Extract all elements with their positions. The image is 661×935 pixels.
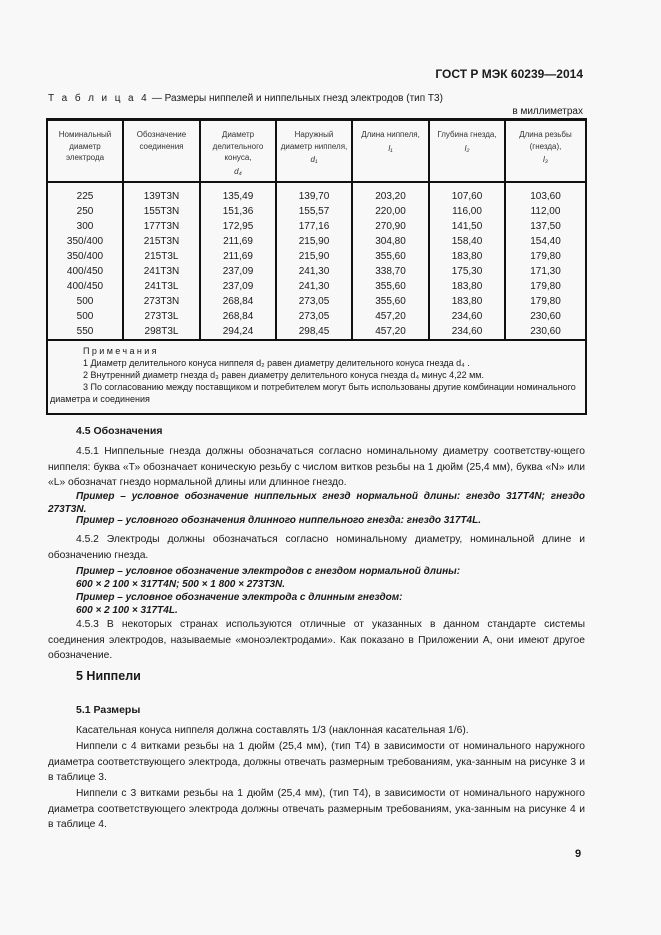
table-cell: 355,60 (352, 249, 429, 264)
table-cell: 350/400 (47, 234, 123, 249)
table-row (47, 219, 586, 234)
table-cell: 273,05 (276, 309, 352, 324)
table-cell: 215T3L (123, 249, 200, 264)
table-cell: 139T3N (123, 182, 200, 204)
table-row (47, 204, 586, 219)
table-row (47, 309, 586, 324)
example-4-5-1b: Пример – условного обозначения длинного ниппельного гнезда: гнездо 317T4L. (76, 515, 481, 526)
table-cell: 250 (47, 204, 123, 219)
table-cell: 268,84 (200, 309, 276, 324)
table-cell: 500 (47, 294, 123, 309)
column-header-label: Длина резьбы (гнезда), (519, 130, 572, 151)
column-header (123, 120, 200, 183)
column-header-label: Обозначение соединения (136, 130, 187, 151)
table-notes (47, 340, 586, 414)
column-header (352, 120, 429, 183)
table-cell: 350/400 (47, 249, 123, 264)
column-header (429, 120, 505, 183)
column-header-label: Диаметр делительного конуса, (212, 130, 264, 162)
paragraph-4-5-2: 4.5.2 Электроды должны обозначаться согласно номинальному диаметру, номинальной длине и обозначению гнезда. (48, 534, 585, 561)
example-4-5-1a: Пример – условное обозначение ниппельных гнезд нормальной длины: гнездо 317T4N; гнездо 273T3N. (48, 491, 585, 515)
table-cell: 177,16 (276, 219, 352, 234)
table-cell: 304,80 (352, 234, 429, 249)
table-cell: 338,70 (352, 264, 429, 279)
table-units: в миллиметрах (512, 106, 583, 117)
table-cell: 230,60 (505, 324, 586, 340)
column-header (47, 120, 123, 183)
table-cell: 171,30 (505, 264, 586, 279)
table-cell: 237,09 (200, 279, 276, 294)
table-cell: 151,36 (200, 204, 276, 219)
table-notes-row (47, 340, 586, 414)
column-header-symbol: l₃ (543, 155, 548, 164)
section-5-title: 5 Ниппели (76, 669, 141, 683)
table-cell: 135,49 (200, 182, 276, 204)
table-cell: 179,80 (505, 279, 586, 294)
paragraph-5-1-c: Ниппели с 3 витками резьбы на 1 дюйм (25,4 мм), (тип Т4), в зависимости от номинального наружного диаметра соответствующего электрода должны отвечать размерным требованиям, ука-занным на рисунке 4 и в таблице 4. (48, 788, 585, 830)
table-cell: 500 (47, 309, 123, 324)
table-cell: 139,70 (276, 182, 352, 204)
page-number: 9 (575, 848, 582, 860)
table-cell: 155T3N (123, 204, 200, 219)
notes-title: Примечания (83, 346, 159, 356)
paragraph-4-5-1: 4.5.1 Ниппельные гнезда должны обозначаться согласно номинальному диаметру соответству-ющего ниппеля: буква «Т» обозначает коническую резьбу с числом витков резьбы на 1 дюйм (25,4 мм), буква «N» или «L» обозначат гнездо нормальной длины или длинное гнездо. (48, 446, 585, 488)
table-cell: 179,80 (505, 249, 586, 264)
table-cell: 116,00 (429, 204, 505, 219)
table-caption (48, 93, 443, 104)
column-header-symbol: d₄ (234, 166, 242, 176)
column-header-label: Глубина гнезда, (437, 130, 497, 139)
section-4-5-title: 4.5 Обозначения (76, 425, 163, 437)
dimensions-table-container (46, 118, 585, 415)
table-cell: 298,45 (276, 324, 352, 340)
table-cell: 172,95 (200, 219, 276, 234)
table-cell: 155,57 (276, 204, 352, 219)
table-cell: 237,09 (200, 264, 276, 279)
table-cell: 294,24 (200, 324, 276, 340)
column-header (505, 120, 586, 183)
table-cell: 234,60 (429, 309, 505, 324)
table-row (47, 264, 586, 279)
column-header (200, 120, 276, 183)
column-header-label: Наружный диаметр ниппеля, (280, 130, 348, 151)
table-cell: 220,00 (352, 204, 429, 219)
table-cell: 234,60 (429, 324, 505, 340)
table-cell: 273,05 (276, 294, 352, 309)
dimensions-table (46, 118, 587, 415)
table-cell: 141,50 (429, 219, 505, 234)
table-cell: 270,90 (352, 219, 429, 234)
paragraph-5-1-a: Касательная конуса ниппеля должна составлять 1/3 (наклонная касательная 1/6). (76, 725, 469, 736)
table-cell: 241,30 (276, 264, 352, 279)
table-cell: 154,40 (505, 234, 586, 249)
table-cell: 211,69 (200, 249, 276, 264)
table-cell: 268,84 (200, 294, 276, 309)
table-cell: 298T3L (123, 324, 200, 340)
column-header (276, 120, 352, 183)
table-caption-prefix: Т а б л и ц а 4 (48, 93, 150, 104)
example-4-5-2d: 600 × 2 100 × 317T4L. (76, 605, 178, 616)
table-row (47, 249, 586, 264)
table-cell: 211,69 (200, 234, 276, 249)
table-cell: 300 (47, 219, 123, 234)
table-cell: 550 (47, 324, 123, 340)
table-cell: 241T3N (123, 264, 200, 279)
table-cell: 273T3L (123, 309, 200, 324)
table-cell: 273T3N (123, 294, 200, 309)
table-cell: 177T3N (123, 219, 200, 234)
table-row (47, 182, 586, 204)
table-cell: 225 (47, 182, 123, 204)
column-header-label: Номинальный диаметр электрода (58, 130, 112, 162)
table-cell: 175,30 (429, 264, 505, 279)
table-cell: 183,80 (429, 294, 505, 309)
table-cell: 203,20 (352, 182, 429, 204)
table-row (47, 294, 586, 309)
table-cell: 400/450 (47, 264, 123, 279)
paragraph-5-1-b: Ниппели с 4 витками резьбы на 1 дюйм (25,4 мм), (тип Т4) в зависимости от номинального наружного диаметра соответствующего электрода, должны отвечать размерным требованиям, ука-занным на рисунке 3 и в таблице 3. (48, 741, 585, 783)
table-cell: 215,90 (276, 249, 352, 264)
example-4-5-2b: 600 × 2 100 × 317T4N; 500 × 1 800 × 273T3N. (76, 579, 286, 590)
table-cell: 457,20 (352, 309, 429, 324)
table-cell: 179,80 (505, 294, 586, 309)
table-cell: 355,60 (352, 294, 429, 309)
table-cell: 137,50 (505, 219, 586, 234)
table-row (47, 279, 586, 294)
table-cell: 112,00 (505, 204, 586, 219)
note-item: 2 Внутренний диаметр гнезда d₃ равен диаметру делительного конуса гнезда d₄ минус 4,22 мм. (83, 370, 484, 380)
table-cell: 158,40 (429, 234, 505, 249)
table-cell: 215,90 (276, 234, 352, 249)
table-cell: 183,80 (429, 249, 505, 264)
document-code: ГОСТ Р МЭК 60239—2014 (435, 67, 583, 81)
table-header-row (47, 120, 586, 183)
table-cell: 230,60 (505, 309, 586, 324)
table-body (47, 182, 586, 414)
note-item: 1 Диаметр делительного конуса ниппеля d₂ равен диаметру делительного конуса гнезда d₄ . (83, 358, 470, 368)
table-cell: 107,60 (429, 182, 505, 204)
table-cell: 241T3L (123, 279, 200, 294)
paragraph-4-5-3: 4.5.3 В некоторых странах используются отличные от указанных в данном стандарте системы соединения электродов, называемые «моноэлектродами». Как показано в Приложении А, они имеют другое обозначение. (48, 619, 585, 661)
example-4-5-2a: Пример – условное обозначение электродов с гнездом нормальной длины: (76, 566, 461, 577)
table-cell: 103,60 (505, 182, 586, 204)
column-header-symbol: l₂ (464, 143, 470, 153)
table-cell: 400/450 (47, 279, 123, 294)
table-cell: 215T3N (123, 234, 200, 249)
section-5-1-title: 5.1 Размеры (76, 704, 141, 716)
table-caption-text: — Размеры ниппелей и ниппельных гнезд электродов (тип Т3) (149, 93, 443, 104)
table-cell: 457,20 (352, 324, 429, 340)
table-cell: 241,30 (276, 279, 352, 294)
note-item: 3 По согласованию между поставщиком и потребителем могут быть использованы другие комбинации номинального диаметра и соединения (50, 382, 576, 404)
column-header-symbol: d₁ (310, 155, 318, 164)
column-header-label: Длина ниппеля, (361, 130, 420, 139)
example-4-5-2c: Пример – условное обозначение электрода с длинным гнездом: (76, 592, 403, 603)
table-cell: 183,80 (429, 279, 505, 294)
table-cell: 355,60 (352, 279, 429, 294)
table-row (47, 234, 586, 249)
column-header-symbol: l₁ (388, 143, 393, 153)
table-row (47, 324, 586, 340)
